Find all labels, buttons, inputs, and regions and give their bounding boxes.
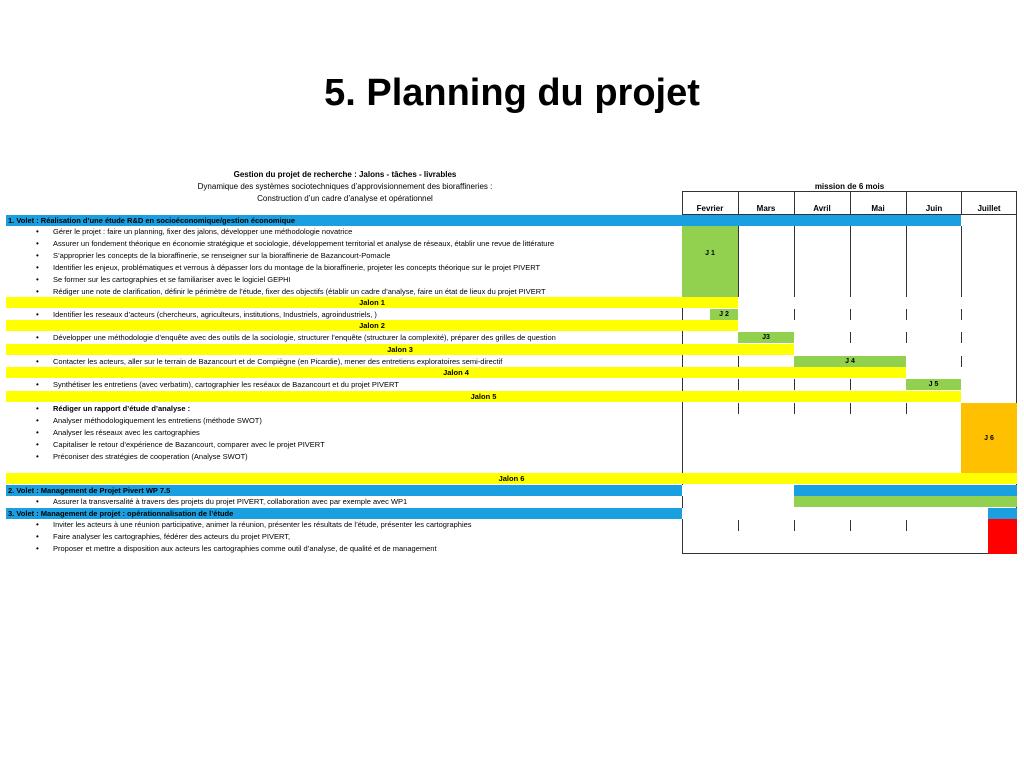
grid-tick	[850, 379, 851, 390]
month-separator	[850, 191, 851, 215]
bullet: •	[36, 310, 39, 319]
header-line-3: Construction d’un cadre d’analyse et opérationnel	[257, 194, 433, 203]
grid-tick	[794, 403, 795, 414]
month-separator	[794, 191, 795, 215]
task-19: Proposer et mettre a disposition aux acteurs les cartographies comme outil d’analyse, de qualité et de management	[53, 544, 437, 553]
final-red-block	[988, 519, 1017, 554]
section-3-bar: 3. Volet : Management de projet : opérationnalisation de l’étude	[6, 508, 1017, 519]
jalon-6-bar: Jalon 6	[6, 473, 1017, 484]
milestone-j6: J 6	[961, 403, 1017, 473]
bullet: •	[36, 227, 39, 236]
month-juin: Juin	[925, 204, 943, 213]
task-1: Gérer le projet : faire un planning, fixer des jalons, développer une méthodologie novatrice	[53, 227, 353, 236]
month-mars: Mars	[756, 204, 776, 213]
month-separator	[961, 191, 962, 215]
milestone-j4: J 4	[794, 356, 906, 367]
jalon-5-bar: Jalon 5	[6, 391, 961, 402]
task-4: Identifier les enjeux, problématiques et verrous à dépasser lors du montage de la bioraffinerie, projeter les concepts théorique sur le projet PIVERT	[53, 263, 541, 272]
grid-line	[850, 226, 851, 297]
bullet: •	[36, 333, 39, 342]
grid-tick	[961, 332, 962, 343]
task-12: Analyser méthodologiquement les entretiens (méthode SWOT)	[53, 416, 262, 425]
grid-line	[906, 226, 907, 297]
bullet: •	[36, 239, 39, 248]
milestone-j3: J3	[738, 332, 794, 343]
grid-tick	[850, 403, 851, 414]
task-13: Analyser les réseaux avec les cartographies	[53, 428, 200, 437]
bullet: •	[36, 263, 39, 272]
task-2: Assurer un fondement théorique en économie stratégique et sociologie, développement territorial et analyse de réseaux, établir une revue de littérature	[53, 239, 555, 248]
month-avril: Avril	[813, 204, 831, 213]
month-mai: Mai	[871, 204, 885, 213]
task-3: S’approprier les concepts de la bioraffinerie, se renseigner sur la bioraffinerie de Bazancourt-Pomacle	[53, 251, 391, 260]
grid-tick	[738, 520, 739, 531]
grid-line	[961, 226, 962, 297]
jalon-4-bar: Jalon 4	[6, 367, 906, 378]
task-8: Développer une méthodologie d’enquête avec des outils de la sociologie, structurer l’enquête (structurer la complexité), préparer des grilles de question	[53, 333, 556, 342]
grid-tick	[850, 520, 851, 531]
jalon-1-bar: Jalon 1	[6, 297, 738, 308]
wp-bar	[794, 496, 1017, 507]
grid-tick	[738, 403, 739, 414]
page-title: 5. Planning du projet	[324, 72, 700, 114]
month-fevrier: Fevrier	[696, 204, 724, 213]
bullet: •	[36, 380, 39, 389]
month-separator	[906, 191, 907, 215]
grid-tick	[906, 520, 907, 531]
section-3-blank	[682, 508, 988, 519]
grid-tick	[906, 309, 907, 320]
task-10: Synthétiser les entretiens (avec verbatim), cartographier les reséaux de Bazancourt et du projet PIVERT	[53, 380, 399, 389]
grid-tick	[738, 379, 739, 390]
bullet: •	[36, 428, 39, 437]
bullet: •	[36, 440, 39, 449]
bullet: •	[36, 251, 39, 260]
task-6: Rédiger une note de clarification, définir le périmètre de l’étude, fixer des objectifs (établir un cadre d’analyse, faire un état de lieux du projet PIVERT	[53, 287, 546, 296]
bullet: •	[36, 416, 39, 425]
grid-tick	[906, 332, 907, 343]
jalon-3-bar: Jalon 3	[6, 344, 794, 355]
milestone-j2: J 2	[710, 309, 738, 320]
bullet: •	[36, 275, 39, 284]
grid-tick	[794, 520, 795, 531]
milestone-j5: J 5	[906, 379, 961, 390]
task-5: Se former sur les cartographies et se familiariser avec le logiciel GEPHI	[53, 275, 291, 284]
task-18: Faire analyser les cartographies, fédérer des acteurs du projet PIVERT,	[53, 532, 291, 541]
jalon-2-bar: Jalon 2	[6, 320, 738, 331]
bullet: •	[36, 357, 39, 366]
month-separator	[738, 191, 739, 215]
grid-tick	[961, 356, 962, 367]
grid-line	[738, 226, 739, 297]
bullet: •	[36, 520, 39, 529]
grid-line	[794, 226, 795, 297]
grid-bottom-line	[682, 553, 1017, 554]
bullet: •	[36, 544, 39, 553]
milestone-j1: J 1	[682, 226, 738, 297]
section-1-bar: 1. Volet : Réalisation d’une étude R&D en socioéconomique/gestion économique	[6, 215, 961, 226]
bullet: •	[36, 452, 39, 461]
task-7: Identifier les reseaux d’acteurs (chercheurs, agriculteurs, institutions, Industriels, agroindustriels, )	[53, 310, 377, 319]
task-16: Assurer la transversalité à travers des projets du projet PIVERT, collaboration avec par exemple avec WP1	[53, 497, 408, 506]
bullet: •	[36, 497, 39, 506]
header-line-1: Gestion du projet de recherche : Jalons - tâches - livrables	[233, 170, 457, 179]
header-line-2: Dynamique des systèmes sociotechniques d’approvisionnement des bioraffineries :	[197, 182, 493, 191]
grid-tick	[794, 379, 795, 390]
bullet: •	[36, 404, 39, 413]
section-2-blank	[682, 485, 794, 496]
mission-label: mission de 6 mois	[814, 182, 885, 191]
bullet: •	[36, 532, 39, 541]
grid-tick	[850, 332, 851, 343]
section-2-bar: 2. Volet : Management de Projet Pivert WP 7.5	[6, 485, 1017, 496]
bullet: •	[36, 287, 39, 296]
grid-tick	[961, 309, 962, 320]
task-9: Contacter les acteurs, aller sur le terrain de Bazancourt et de Compiègne (en Picardie), mener des entretiens exploratoires semi-directif	[53, 357, 503, 366]
grid-tick	[794, 309, 795, 320]
month-juillet: Juillet	[977, 204, 1001, 213]
grid-tick	[906, 403, 907, 414]
task-11: Rédiger un rapport d’étude d’analyse :	[53, 404, 191, 413]
task-14: Capitaliser le retour d’expérience de Bazancourt, comparer avec le projet PIVERT	[53, 440, 325, 449]
grid-tick	[738, 356, 739, 367]
grid-tick	[850, 309, 851, 320]
task-17: Inviter les acteurs à une réunion participative, animer la réunion, présenter les résultats de l’étude, présenter les cartographies	[53, 520, 472, 529]
task-15: Préconiser des stratégies de cooperation (Analyse SWOT)	[53, 452, 248, 461]
